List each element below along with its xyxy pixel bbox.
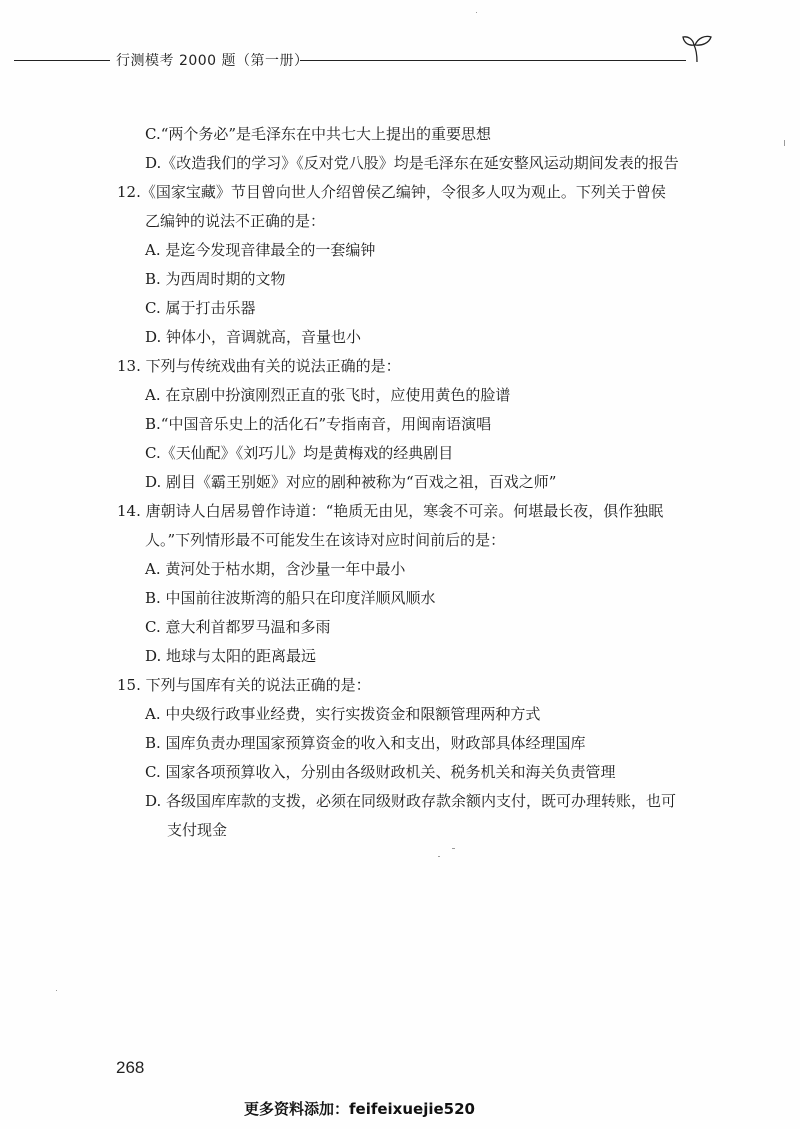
header-rule-left xyxy=(14,60,110,61)
option-15d-cont: 支付现金 xyxy=(167,821,228,839)
option-11d: D.《改造我们的学习》《反对党八股》均是毛泽东在延安整风运动期间发表的报告 xyxy=(145,154,679,172)
option-12c: C. 属于打击乐器 xyxy=(145,299,256,317)
option-15d: D. 各级国库库款的支拨，必须在同级财政存款余额内支付，既可办理转账，也可 xyxy=(145,792,677,810)
header-rule-right xyxy=(300,60,686,61)
option-13c: C.《天仙配》《刘巧儿》均是黄梅戏的经典剧目 xyxy=(145,444,454,462)
page-number: 268 xyxy=(116,1058,145,1077)
option-15a: A. 中央级行政事业经费，实行实拨资金和限额管理两种方式 xyxy=(145,705,541,723)
scan-speck xyxy=(438,856,440,857)
scan-speck xyxy=(784,140,785,146)
sprout-icon xyxy=(680,32,714,64)
option-13d: D. 剧目《霸王别姬》对应的剧种被称为“百戏之祖，百戏之师” xyxy=(145,473,557,491)
scan-speck xyxy=(452,848,455,849)
option-14c: C. 意大利首都罗马温和多雨 xyxy=(145,618,331,636)
question-13: 13. 下列与传统戏曲有关的说法正确的是： xyxy=(117,357,401,375)
option-13b: B.“中国音乐史上的活化石”专指南音，用闽南语演唱 xyxy=(145,415,492,433)
running-header xyxy=(0,46,800,76)
header-title: 行测模考 2000 题（第一册） xyxy=(116,53,309,69)
option-14d: D. 地球与太阳的距离最远 xyxy=(145,647,317,665)
option-13a: A. 在京剧中扮演刚烈正直的张飞时，应使用黄色的脸谱 xyxy=(145,386,511,404)
question-14: 14. 唐朝诗人白居易曾作诗道：“艳质无由见，寒衾不可亲。何堪最长夜，俱作独眠 xyxy=(117,502,664,520)
question-14-cont: 人。”下列情形最不可能发生在该诗对应时间前后的是： xyxy=(145,531,506,549)
scan-speck xyxy=(56,990,57,991)
footer-note: 更多资料添加：feifeixuejie520 xyxy=(244,1100,475,1118)
question-12: 12.《国家宝藏》节目曾向世人介绍曾侯乙编钟，令很多人叹为观止。下列关于曾侯 xyxy=(117,183,666,201)
question-12-cont: 乙编钟的说法不正确的是： xyxy=(145,212,326,230)
option-11c: C.“两个务必”是毛泽东在中共七大上提出的重要思想 xyxy=(145,125,492,143)
option-12b: B. 为西周时期的文物 xyxy=(145,270,286,288)
option-12a: A. 是迄今发现音律最全的一套编钟 xyxy=(145,241,376,259)
option-12d: D. 钟体小，音调就高，音量也小 xyxy=(145,328,362,346)
option-14b: B. 中国前往波斯湾的船只在印度洋顺风顺水 xyxy=(145,589,436,607)
option-15c: C. 国家各项预算收入，分别由各级财政机关、税务机关和海关负责管理 xyxy=(145,763,616,781)
scan-speck xyxy=(476,12,477,13)
option-14a: A. 黄河处于枯水期，含沙量一年中最小 xyxy=(145,560,406,578)
option-15b: B. 国库负责办理国家预算资金的收入和支出，财政部具体经理国库 xyxy=(145,734,586,752)
question-15: 15. 下列与国库有关的说法正确的是： xyxy=(117,676,371,694)
